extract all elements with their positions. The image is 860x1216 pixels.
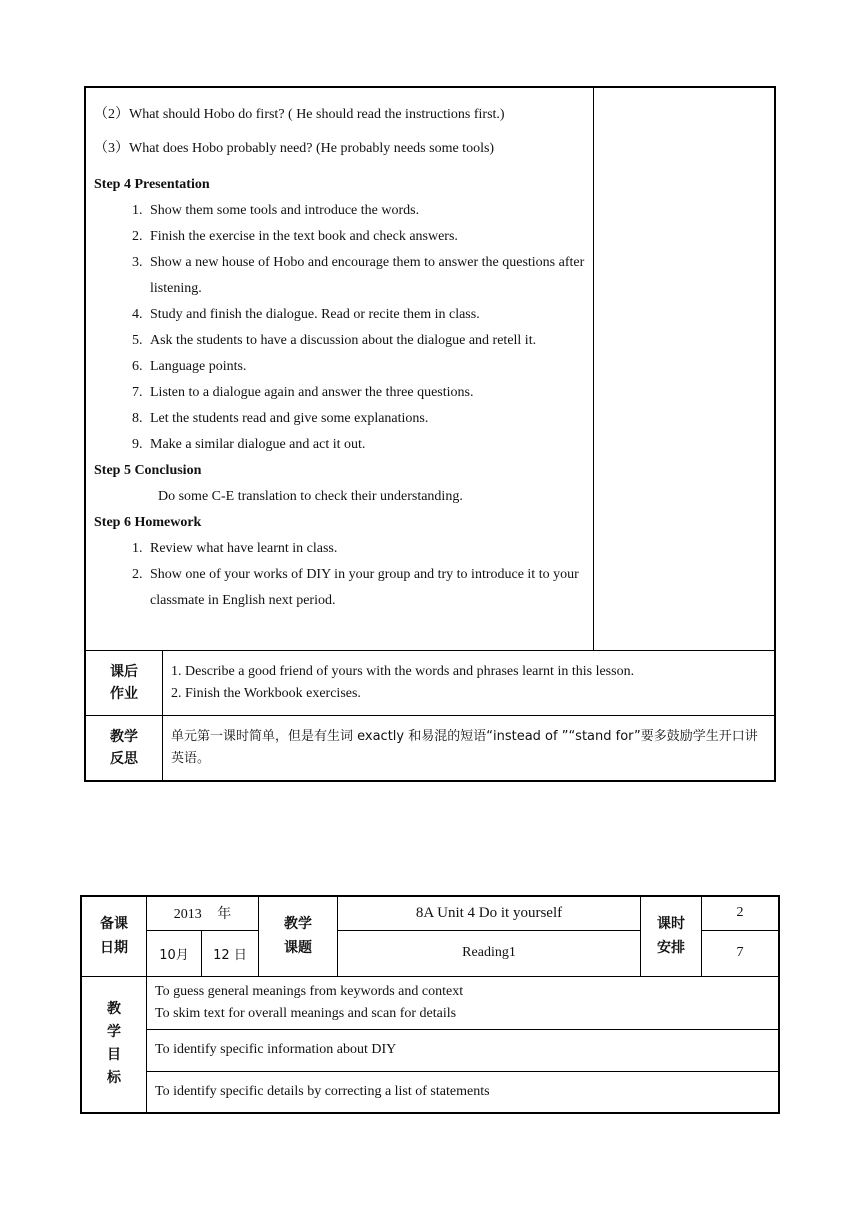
goal-line: To identify specific information about DIY: [155, 1042, 397, 1057]
list-item: 8. Let the students read and give some explanations.: [146, 406, 585, 432]
period-label: 课时 安排: [641, 896, 702, 976]
notes-cell: [594, 87, 776, 650]
topic-label: 教学 课题: [259, 896, 338, 976]
list-item: 9. Make a similar dialogue and act it out.: [146, 432, 585, 458]
reflection-label: 教学 反思: [85, 715, 163, 781]
step5-title: Step 5 Conclusion: [94, 463, 202, 478]
list-item: 2. Finish the exercise in the text book and check answers.: [146, 224, 585, 250]
list-item: 1. Show them some tools and introduce the words.: [146, 198, 585, 224]
goal-row: [147, 976, 780, 1029]
question-2: （2）What should Hobo do first? ( He should read the instructions first.): [94, 107, 505, 122]
list-item: 4. Study and finish the dialogue. Read or recite them in class.: [146, 302, 585, 328]
lesson-title: Reading1: [338, 930, 641, 976]
step4-title: Step 4 Presentation: [94, 177, 210, 192]
list-item: 7. Listen to a dialogue again and answer the three questions.: [146, 380, 585, 406]
reflection-text: 单元第一课时简单，但是有生词 exactly 和易混的短语“instead of ”“stand for”要多鼓励学生开口讲英语。: [163, 715, 776, 781]
step4-list: [94, 198, 585, 458]
lesson-plan-table-upper: [84, 86, 776, 782]
goal-line: To identify specific details by correcting a list of statements: [155, 1083, 490, 1099]
homework-label: 课后 作业: [85, 650, 163, 715]
year-cell: [147, 896, 259, 930]
goals-label: 教 学 目 标: [81, 976, 147, 1113]
period-b: 7: [702, 930, 780, 976]
goal-row: [147, 1029, 780, 1071]
list-item: 2. Show one of your works of DIY in your group and try to introduce it to your classmate in English next period.: [146, 562, 585, 614]
step6-list: [94, 536, 585, 614]
list-item: 6. Language points.: [146, 354, 585, 380]
step6-title: Step 6 Homework: [94, 515, 202, 530]
homework-line: 2. Finish the Workbook exercises.: [171, 685, 361, 701]
list-item: 1. Review what have learnt in class.: [146, 536, 585, 562]
list-item: 5. Ask the students to have a discussion about the dialogue and retell it.: [146, 328, 585, 354]
list-item: 3. Show a new house of Hobo and encourage them to answer the questions after listening.: [146, 250, 585, 302]
goal-line: To skim text for overall meanings and scan for details: [155, 1005, 457, 1021]
goal-line: To guess general meanings from keywords and context: [155, 983, 464, 999]
step5-text: Do some C-E translation to check their understanding.: [158, 489, 463, 504]
procedure-cell: [85, 87, 594, 650]
day-cell: 12 日: [202, 930, 259, 976]
year-unit: 年: [217, 906, 232, 923]
homework-cell: [163, 650, 776, 715]
month-cell: 10月: [147, 930, 202, 976]
goal-row: [147, 1071, 780, 1113]
unit-title: 8A Unit 4 Do it yourself: [338, 896, 641, 930]
homework-line: 1. Describe a good friend of yours with the words and phrases learnt in this lesson.: [171, 663, 635, 679]
question-3: （3）What does Hobo probably need? (He probably needs some tools): [94, 141, 495, 156]
prep-date-label: 备课 日期: [81, 896, 147, 976]
lesson-plan-table-lower: [80, 895, 780, 1114]
year-value: 2013: [173, 907, 202, 923]
period-a: 2: [702, 896, 780, 930]
